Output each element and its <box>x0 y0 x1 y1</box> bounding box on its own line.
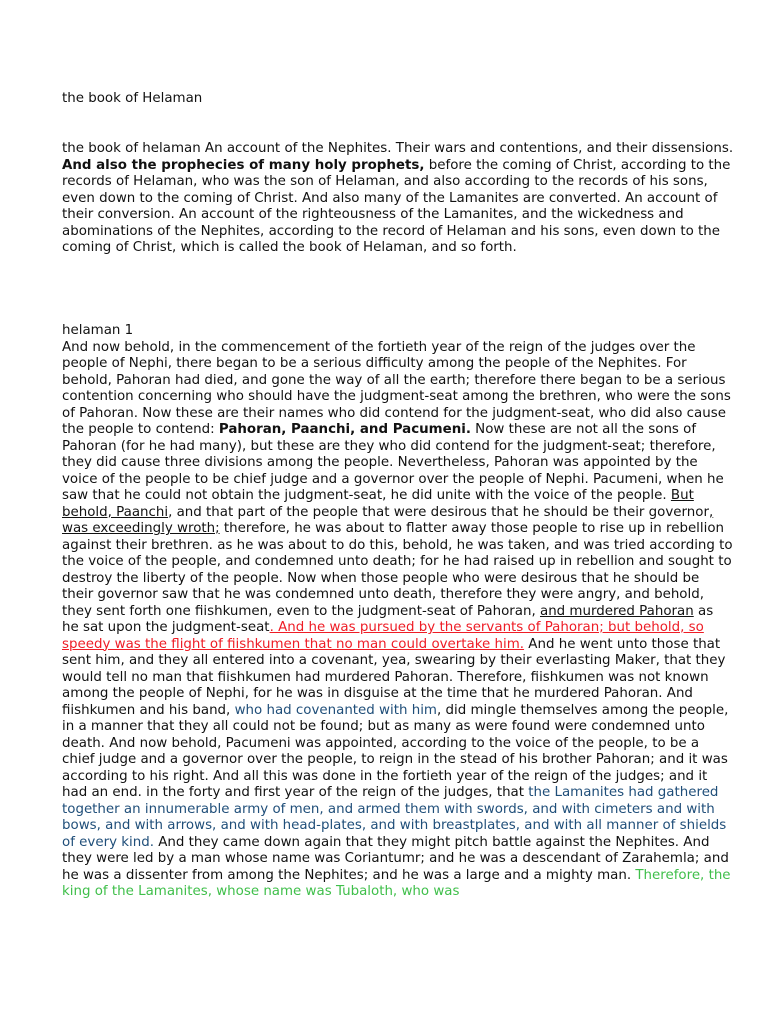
highlighted-blue-text-1: who had covenanted with him <box>234 702 437 718</box>
chapter-bold-names: Pahoran, Paanchi, and Pacumeni. <box>218 422 471 437</box>
intro-paragraph <box>62 141 734 257</box>
underlined-text-murdered: and murdered Pahoran <box>539 603 694 619</box>
chapter-body <box>62 340 734 901</box>
chapter-heading: helaman 1 <box>62 323 134 338</box>
highlighted-red-text: . And he was pursued by the servants of Pahoran; but behold, so speedy was the flight of fiishkumen that no man could overtake him. <box>62 620 704 652</box>
intro-text-2: before the coming of Christ, according to the records of Helaman, who was the son of Helaman, and also according to the records of his sons, even down to the coming of Christ. And also many of the Lamanites are converted. An account of their conversion. An account of the righteousness of the Lamanites, and the wickedness and abominations of the Nephites, according to the record of Helaman and his sons, even down to the coming of Christ, which is called the book of Helaman, and so forth. <box>62 157 731 255</box>
underlined-text-paanchi: But behold, Paanchi <box>62 488 694 520</box>
chapter-text-5: as he sat upon the judgment-seat <box>62 603 714 635</box>
chapter-text-3: , and that part of the people that were desirous that he should be their governor <box>168 504 709 520</box>
chapter-text-7: , did mingle themselves among the people, in a manner that they all could not be found; but as many as were found were condemned unto death. And now behold, Pacumeni was appointed, according to the voice of the people, to be a chief judge and a governor over the people, to reign in the stead of his brother Pahoran; and it was according to his right. And all this was done in the fortieth year of the reign of the judges; and it had an end. in the forty and first year of the reign of the judges, that <box>62 702 729 800</box>
document-title: the book of Helaman <box>62 91 203 106</box>
chapter-text-4: therefore, he was about to flatter away those people to rise up in rebellion against their brethren. as he was about to do this, behold, he was taken, and was tried according to the voice of the people, and condemned unto death; for he had raised up in rebellion and sought to destroy the liberty of the people. Now when those people who were desirous that he should be their governor saw that he was condemned unto death, therefore they were angry, and behold, they sent forth one fiishkumen, even to the judgment-seat of Pahoran, <box>62 521 733 619</box>
chapter-text-2: Now these are not all the sons of Pahoran (for he had many), but these are they who did contend for the judgment-seat; therefore, they did cause three divisions among the people. Nevertheless, Pahoran was appointed by the voice of the people to be chief judge and a governor over the people of Nephi. Pacumeni, when he saw that he could not obtain the judgment-seat, he did unite with the voice of the people. <box>62 422 724 503</box>
underlined-text-wroth: , was exceedingly wroth; <box>62 504 714 536</box>
chapter-section <box>62 323 734 901</box>
intro-text-1: the book of helaman An account of the Nephites. Their wars and contentions, and their dissensions. <box>62 141 734 156</box>
intro-bold-text: And also the prophecies of many holy prophets, <box>62 157 425 173</box>
chapter-text-6: And he went unto those that sent him, and they all entered into a covenant, yea, swearing by their everlasting Maker, that they would tell no man that fiishkumen had murdered Pahoran. Therefore, fiishkumen was not known among the people of Nephi, for he was in disguise at the time that he murdered Pahoran. And fiishkumen and his band, <box>62 636 726 718</box>
highlighted-green-text: Therefore, the king of the Lamanites, whose name was Tubaloth, who was <box>62 867 731 899</box>
highlighted-blue-text-2: the Lamanites had gathered together an innumerable army of men, and armed them with swords, and with cimeters and with bows, and with arrows, and with head-plates, and with breastplates, and with all manner of shields of every kind. <box>62 785 727 850</box>
chapter-text-8: And they came down again that they might pitch battle against the Nephites. And they were led by a man whose name was Coriantumr; and he was a descendant of Zarahemla; and he was a dissenter from among the Nephites; and he was a large and a mighty man. <box>62 834 729 883</box>
chapter-text-1: And now behold, in the commencement of the fortieth year of the reign of the judges over the people of Nephi, there began to be a serious difficulty among the people of the Nephites. For behold, Pahoran had died, and gone the way of all the earth; therefore there began to be a serious contention concerning who should have the judgment-seat among the brethren, who were the sons of Pahoran. Now these are their names who did contend for the judgment-seat, who did also cause the people to contend: <box>62 339 731 437</box>
